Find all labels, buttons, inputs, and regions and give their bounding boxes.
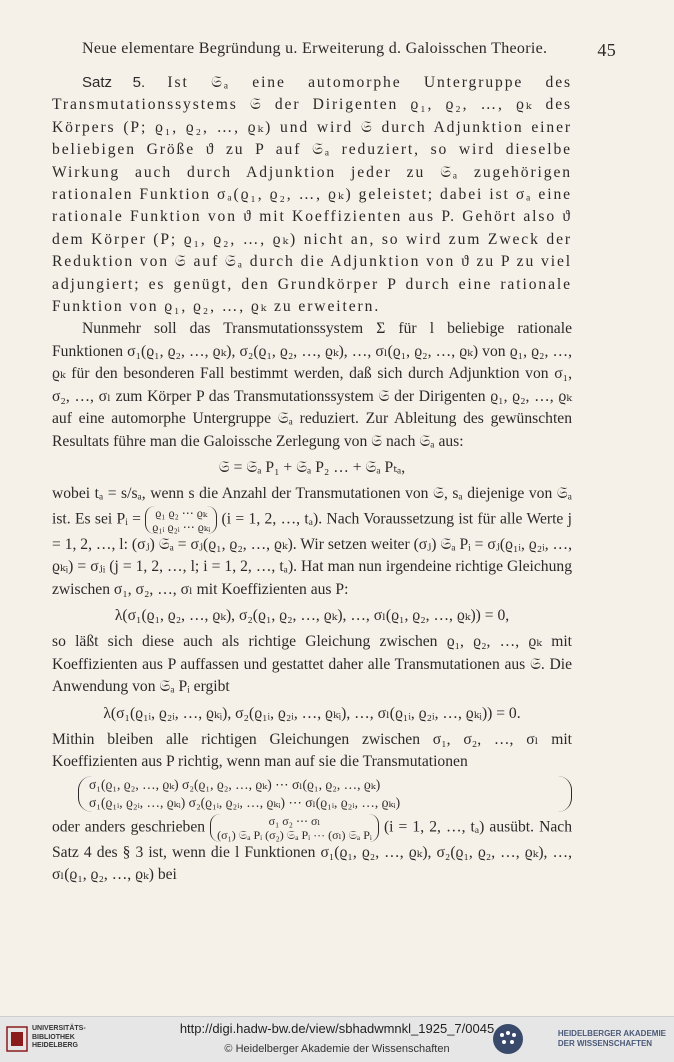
- sigma-matrix-bottom-row: σ₁(ϱ₁ᵢ, ϱ₂ᵢ, …, ϱₖᵢ) σ₂(ϱ₁ᵢ, ϱ₂ᵢ, …, ϱₖᵢ) ⋯ σₗ(ϱ₁ᵢ, ϱ₂ᵢ, …, ϱₖᵢ): [89, 794, 401, 810]
- paragraph-4: Mithin bleiben alle richtigen Gleichungen zwischen σ₁, σ₂, …, σₗ mit Koeffizienten aus P richtig, wenn man auf sie die Transmutationen: [52, 730, 572, 771]
- equation-galois-decomposition: 𝔖 = 𝔖ₐ P₁ + 𝔖ₐ P₂ … + 𝔖ₐ Pₜₐ,: [218, 458, 406, 476]
- theorem-satz-5: [52, 72, 572, 318]
- theorem-text: Ist 𝔖ₐ eine automorphe Untergruppe des Transmutationssystems 𝔖 der Dirigenten ϱ₁, ϱ₂, …, ϱₖ des Körpers (P; ϱ₁, ϱ₂, …, ϱₖ) und wird 𝔖 durch Adjunktion einer beliebigen Größe ϑ zu P auf 𝔖ₐ reduziert, so wird dieselbe Wirkung auch durch Adjunktion jeder zu 𝔖ₐ zugehörigen rationalen Funktion σₐ(ϱ₁, ϱ₂, …, ϱₖ) geleistet; dabei ist σₐ eine rationale Funktion von ϑ mit Koeffizienten aus P. Gehört also ϑ dem Körper (P; ϱ₁, ϱ₂, …, ϱₖ) nicht an, so wird zum Zweck der Reduktion von 𝔖 auf 𝔖ₐ durch die Adjunktion von ϑ zu P zu viel adjungiert; es genügt, den Grundkörper P durch eine rationale Funktion von ϱ₁, ϱ₂, …, ϱₖ zu erweitern.: [52, 74, 572, 316]
- academy-logo-icon: [492, 1023, 524, 1055]
- paragraph-5-end: (i = 1, 2, …, tₐ) ausübt. Nach Satz 4 des § 3 ist, wenn die l Funktionen σ₁(ϱ₁, ϱ₂, …, ϱₖ), σ₂(ϱ₁, ϱ₂, …, ϱₖ), …, σₗ(ϱ₁, ϱ₂, …, ϱₖ) bei: [52, 818, 573, 884]
- equation-lambda-transformed: λ(σ₁(ϱ₁ᵢ, ϱ₂ᵢ, …, ϱₖᵢ), σ₂(ϱ₁ᵢ, ϱ₂ᵢ, …, ϱₖᵢ), …, σₗ(ϱ₁ᵢ, ϱ₂ᵢ, …, ϱₖᵢ)) = 0.: [103, 704, 521, 722]
- sigma-short-bottom-row: (σ₁) 𝔖ₐ Pᵢ (σ₂) 𝔖ₐ Pᵢ ⋯ (σₗ) 𝔖ₐ Pᵢ: [217, 827, 372, 842]
- matrix-top-row: ϱ₁ ϱ₂ ⋯ ϱₖ: [155, 505, 208, 520]
- paragraph-5: [52, 814, 572, 887]
- matrix-bottom-row: ϱ₁ᵢ ϱ₂ᵢ ⋯ ϱₖᵢ: [152, 519, 211, 534]
- copyright-notice: © Heidelberger Akademie der Wissenschaften: [224, 1043, 450, 1055]
- library-name-line2: BIBLIOTHEK: [32, 1033, 75, 1041]
- transmutation-matrix: [145, 506, 217, 534]
- library-name-line3: HEIDELBERG: [32, 1042, 78, 1049]
- viewer-footer: [0, 1016, 674, 1062]
- running-title: Neue elementare Begründung u. Erweiterung d. Galoisschen Theorie.: [82, 40, 548, 57]
- paragraph-2-start: wobei tₐ = s/sₐ, wenn s die Anzahl der Transmutationen von 𝔖, sₐ diejenige von 𝔖ₐ ist. Es sei Pᵢ =: [52, 485, 572, 528]
- page-body: [52, 72, 572, 887]
- permalink-url[interactable]: http://digi.hadw-bw.de/view/sbhadwmnkl_1925_7/0045: [179, 1021, 495, 1036]
- sigma-matrix-top-row: σ₁(ϱ₁, ϱ₂, …, ϱₖ) σ₂(ϱ₁, ϱ₂, …, ϱₖ) ⋯ σₗ(ϱ₁, ϱ₂, …, ϱₖ): [89, 776, 381, 792]
- paragraph-5-start: oder anders geschrieben: [52, 818, 206, 836]
- academy-name-line2: DER WISSENSCHAFTEN: [557, 1039, 653, 1048]
- sigma-short-matrix: [210, 814, 379, 842]
- paragraph-3: so läßt sich diese auch als richtige Gleichung zwischen ϱ₁, ϱ₂, …, ϱₖ mit Koeffizienten aus P auffassen und gestattet daher alle Transmutationen aus 𝔖. Die Anwendung von 𝔖ₐ Pᵢ ergibt: [52, 633, 572, 696]
- page-number: 45: [597, 40, 616, 60]
- sigma-short-top-row: σ₁ σ₂ ⋯ σₗ: [268, 813, 321, 828]
- running-header: [82, 40, 616, 60]
- equation-lambda: λ(σ₁(ϱ₁, ϱ₂, …, ϱₖ), σ₂(ϱ₁, ϱ₂, …, ϱₖ), …, σₗ(ϱ₁, ϱ₂, …, ϱₖ)) = 0,: [114, 606, 510, 624]
- academy-name-line1: HEIDELBERGER AKADEMIE: [557, 1029, 666, 1038]
- paragraph-2: [52, 483, 572, 601]
- paragraph-1: Nunmehr soll das Transmutationssystem Σ für l beliebige rationale Funktionen σ₁(ϱ₁, ϱ₂, …, ϱₖ), σ₂(ϱ₁, ϱ₂, …, ϱₖ), …, σₗ(ϱ₁, ϱ₂, …, ϱₖ) von ϱ₁, ϱ₂, …, ϱₖ für den besonderen Fall bestimmt werden, daß sich durch Adjunktion von σ₁, σ₂, …, σₗ zum Körper P das Transmutationssystem 𝔖 der Dirigenten ϱ₁, ϱ₂, …, ϱₖ auf eine automorphe Untergruppe 𝔖ₐ reduziert. Zur Ableitung des gewünschten Resultats führe man die Galoissche Zerlegung von 𝔖 nach 𝔖ₐ aus:: [52, 320, 572, 450]
- library-name-line1: UNIVERSITÄTS-: [32, 1025, 86, 1032]
- sigma-transmutation-matrix: [78, 776, 572, 812]
- academy-name: [558, 1029, 666, 1049]
- paragraph-2-end: (i = 1, 2, …, tₐ). Nach Voraussetzung ist für alle Werte j = 1, 2, …, l: (σⱼ) 𝔖ₐ = σⱼ(ϱ₁, ϱ₂, …, ϱₖ). Wir setzen weiter (σⱼ) 𝔖ₐ Pᵢ = σⱼ(ϱ₁ᵢ, ϱ₂ᵢ, …, ϱₖᵢ) = σⱼᵢ (j = 1, 2, …, l; i = 1, 2, …, tₐ). Hat man nun irgendeine richtige Gleichung zwischen σ₁, σ₂, …, σₗ mit Koeffizienten aus P:: [52, 510, 573, 598]
- theorem-label: Satz 5.: [82, 74, 146, 91]
